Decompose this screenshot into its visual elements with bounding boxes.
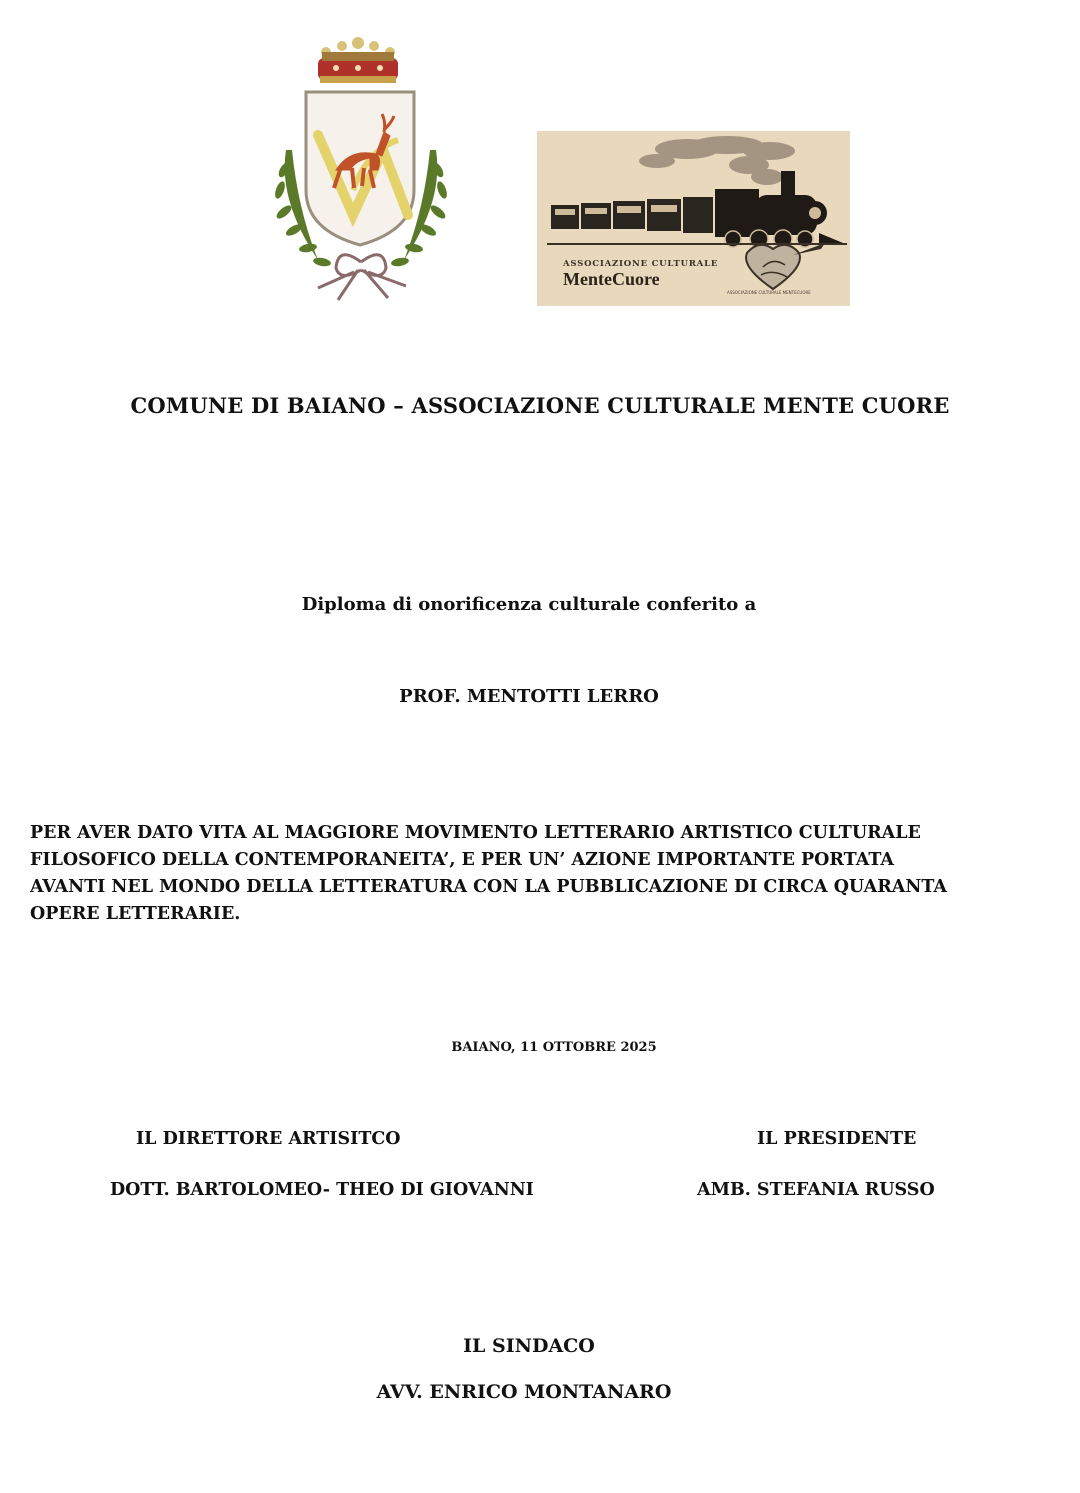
president-name: AMB. STEFANIA RUSSO	[697, 1180, 935, 1200]
document-header: COMUNE DI BAIANO – ASSOCIAZIONE CULTURALE MENTE CUORE	[130, 393, 950, 418]
mayor-role: IL SINDACO	[463, 1335, 595, 1357]
crown-icon	[318, 37, 398, 83]
motivation-line: OPERE LETTERARIE.	[30, 904, 241, 924]
recipient-name: PROF. MENTOTTI LERRO	[399, 686, 659, 707]
motivation-line: FILOSOFICO DELLA CONTEMPORANEITA’, E PER UN’ AZIONE IMPORTANTE PORTATA	[30, 850, 894, 870]
heart-emblem-icon	[746, 243, 825, 289]
association-logo	[537, 131, 850, 306]
logo-association-name: MenteCuore	[563, 269, 660, 289]
motivation-paragraph	[30, 820, 1030, 928]
director-role: IL DIRETTORE ARTISITCO	[136, 1129, 401, 1149]
diploma-subtitle: Diploma di onorificenza culturale conferito a	[301, 594, 757, 615]
president-role: IL PRESIDENTE	[757, 1129, 917, 1149]
director-name: DOTT. BARTOLOMEO- THEO DI GIOVANNI	[110, 1180, 534, 1200]
mayor-name: AVV. ENRICO MONTANARO	[376, 1381, 672, 1403]
motivation-line: PER AVER DATO VITA AL MAGGIORE MOVIMENTO LETTERARIO ARTISTICO CULTURALE	[30, 823, 921, 843]
coat-of-arms	[258, 30, 468, 310]
logo-association-label: ASSOCIAZIONE CULTURALE	[563, 259, 719, 269]
logo-small-caption: ASSOCIAZIONE CULTURALE MENTECUORE	[727, 290, 811, 295]
motivation-line: AVANTI NEL MONDO DELLA LETTERATURA CON LA PUBBLICAZIONE DI CIRCA QUARANTA	[30, 877, 947, 897]
place-date: BAIANO, 11 OTTOBRE 2025	[451, 1040, 657, 1055]
